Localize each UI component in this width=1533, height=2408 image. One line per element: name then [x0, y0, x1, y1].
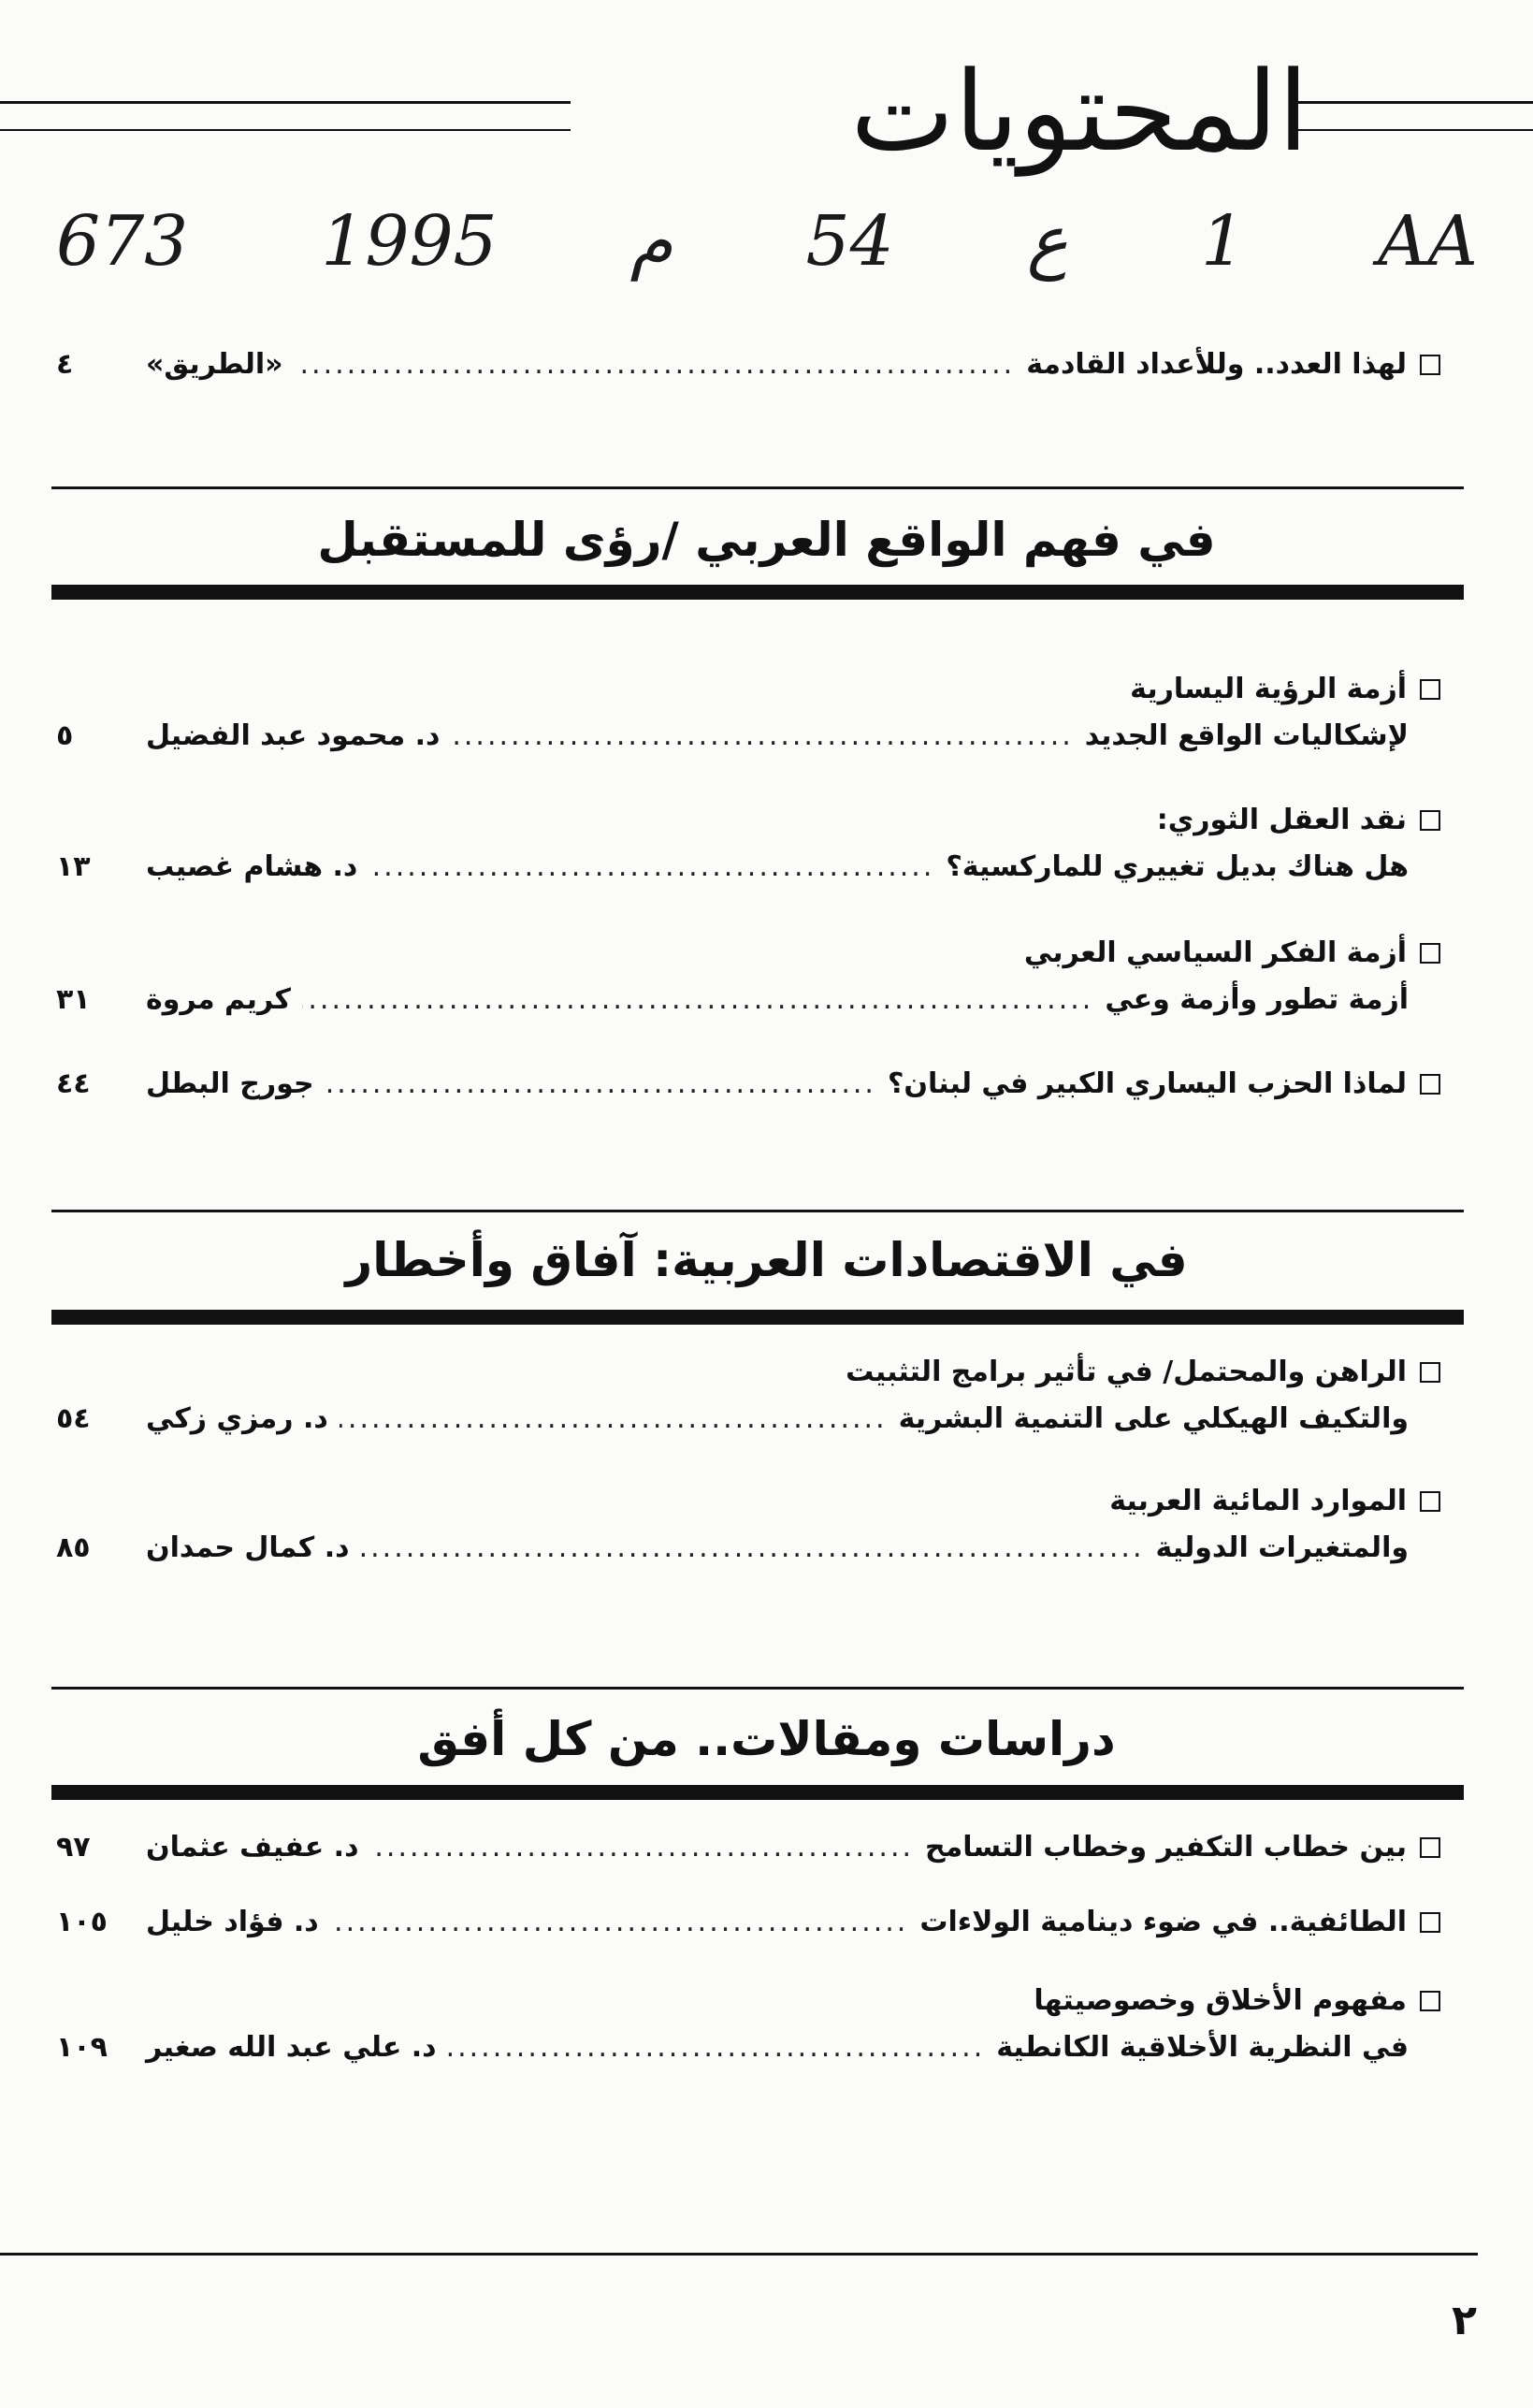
masthead-rule-left — [0, 101, 571, 104]
leader-dots — [302, 986, 1093, 1014]
leader-dots — [325, 1070, 876, 1098]
entry-title: الراهن والمحتمل/ في تأثير برامج التثبيت — [846, 1356, 1407, 1388]
toc-entry[interactable] — [56, 806, 1440, 900]
checkbox-icon — [1420, 1362, 1440, 1383]
entry-page: ٤٤ — [56, 1067, 91, 1100]
entry-title: أزمة الرؤية اليسارية — [1130, 673, 1407, 705]
entry-author: د. علي عبد الله صغير — [146, 2031, 437, 2064]
entry-title-cont: أزمة تطور وأزمة وعي — [1105, 983, 1409, 1016]
section-2-top-rule — [51, 1210, 1464, 1212]
toc-entry[interactable] — [56, 936, 1440, 1033]
entry-page: ١٠٥ — [56, 1906, 108, 1938]
handwritten-note-part: ع — [1026, 201, 1068, 282]
entry-title-cont: في النظرية الأخلاقية الكانطية — [996, 2031, 1409, 2064]
toc-entry[interactable] — [56, 1067, 1440, 1117]
toc-entry[interactable] — [56, 1358, 1440, 1452]
entry-title: لهذا العدد.. وللأعداد القادمة — [1026, 348, 1407, 381]
section-3-bottom-rule — [51, 1785, 1464, 1800]
entry-author: د. فؤاد خليل — [146, 1906, 319, 1938]
entry-author: د. محمود عبد الفضيل — [146, 719, 441, 752]
entry-page: ٥ — [56, 719, 74, 752]
entry-title-cont: والمتغيرات الدولية — [1155, 1531, 1409, 1564]
section-1-title: في فهم الواقع العربي /رؤى للمستقبل — [317, 513, 1216, 567]
checkbox-icon — [1420, 1837, 1440, 1858]
entry-author: د. رمزي زكي — [146, 1402, 328, 1435]
handwritten-note-part: 1 — [1200, 201, 1246, 282]
entry-page: ١٣ — [56, 850, 91, 883]
leader-dots — [369, 853, 934, 881]
entry-author: كريم مروة — [146, 983, 291, 1016]
entry-author: «الطريق» — [146, 348, 283, 381]
entry-author: جورج البطل — [146, 1067, 314, 1100]
entry-page: ٤ — [56, 348, 74, 381]
section-1-top-rule — [51, 486, 1464, 489]
leader-dots — [451, 722, 1073, 750]
entry-title-cont: لإشكاليات الواقع الجديد — [1084, 719, 1409, 752]
entry-author: د. عفيف عثمان — [146, 1831, 359, 1864]
toc-entry[interactable] — [56, 1487, 1440, 1581]
checkbox-icon — [1420, 355, 1440, 375]
checkbox-icon — [1420, 1491, 1440, 1512]
leader-dots — [295, 351, 1016, 379]
entry-author: د. هشام غصيب — [146, 850, 358, 883]
leader-dots — [361, 1534, 1145, 1562]
entry-title-cont: هل هناك بديل تغييري للماركسية؟ — [946, 850, 1409, 883]
entry-page: ١٠٩ — [56, 2031, 108, 2064]
entry-title: الطائفية.. في ضوء دينامية الولاءات — [919, 1906, 1407, 1938]
checkbox-icon — [1420, 1912, 1440, 1933]
entry-page: ٨٥ — [56, 1531, 91, 1564]
toc-entry[interactable] — [56, 675, 1440, 769]
handwritten-note — [37, 201, 1497, 282]
leader-dots — [340, 1405, 888, 1433]
checkbox-icon — [1420, 810, 1440, 831]
checkbox-icon — [1420, 1074, 1440, 1095]
masthead-rule-right — [1291, 101, 1533, 104]
leader-dots — [448, 2034, 986, 2062]
masthead-rule-left-2 — [0, 129, 571, 131]
section-2-bottom-rule — [51, 1310, 1464, 1325]
checkbox-icon — [1420, 943, 1440, 964]
entry-page: ٩٧ — [56, 1831, 91, 1864]
checkbox-icon — [1420, 1991, 1440, 2011]
entry-title: مفهوم الأخلاق وخصوصيتها — [1034, 1984, 1407, 2017]
handwritten-note-part: م — [629, 201, 673, 282]
leader-dots — [369, 1834, 914, 1862]
entry-title: أزمة الفكر السياسي العربي — [1023, 936, 1407, 969]
checkbox-icon — [1420, 679, 1440, 700]
section-3-title: دراسات ومقالات.. من كل أفق — [417, 1712, 1116, 1766]
entry-page: ٣١ — [56, 983, 91, 1016]
page-title: المحتويات — [850, 47, 1309, 176]
toc-entry-intro[interactable] — [56, 348, 1440, 398]
toc-entry[interactable] — [56, 1908, 1440, 1955]
entry-author: د. كمال حمدان — [146, 1531, 350, 1564]
entry-title: بين خطاب التكفير وخطاب التسامح — [925, 1831, 1407, 1864]
entry-page: ٥٤ — [56, 1402, 91, 1435]
toc-entry[interactable] — [56, 1984, 1440, 2081]
section-2-title: في الاقتصادات العربية: آفاق وأخطار — [345, 1233, 1188, 1287]
handwritten-note-part: 54 — [805, 201, 894, 282]
entry-title-cont: والتكيف الهيكلي على التنمية البشرية — [898, 1402, 1409, 1435]
section-3-top-rule — [51, 1687, 1464, 1690]
page-number: ٢ — [1452, 2297, 1477, 2344]
masthead-rule-right-2 — [1291, 129, 1533, 131]
handwritten-note-part: 673 — [56, 201, 189, 282]
footer-rule — [0, 2253, 1478, 2256]
leader-dots — [330, 1908, 909, 1937]
handwritten-note-part: 1995 — [321, 201, 498, 282]
entry-title: نقد العقل الثوري: — [1156, 804, 1407, 836]
toc-entry[interactable] — [56, 1831, 1440, 1880]
section-1-bottom-rule — [51, 585, 1464, 600]
handwritten-note-part: AA — [1378, 201, 1478, 282]
entry-title: الموارد المائية العربية — [1109, 1485, 1407, 1517]
entry-title: لماذا الحزب اليساري الكبير في لبنان؟ — [887, 1067, 1407, 1100]
